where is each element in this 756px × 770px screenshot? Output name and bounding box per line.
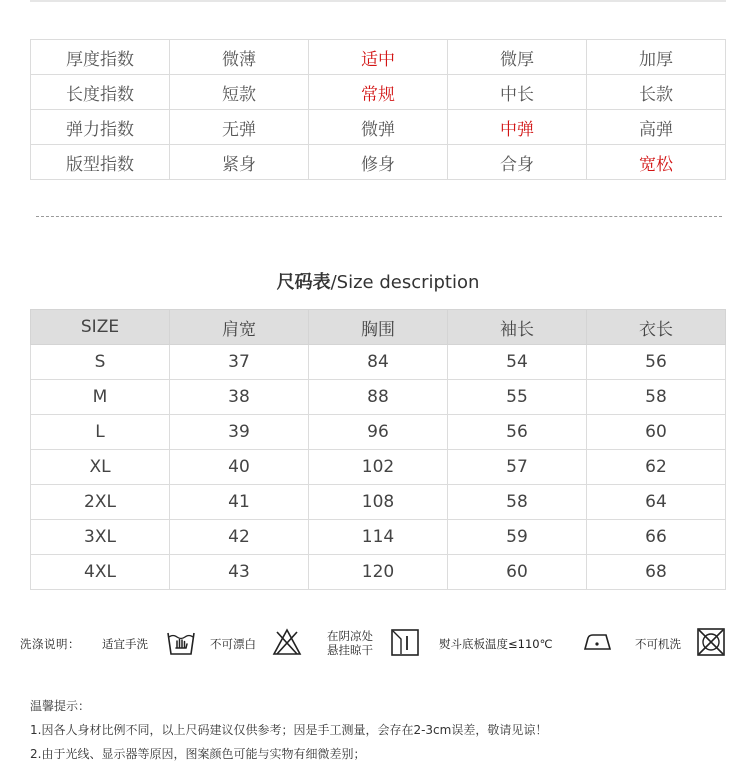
dashed-divider: [36, 216, 722, 217]
size-value-cell: 66: [587, 520, 726, 555]
attribute-option: 微厚: [448, 40, 587, 75]
shade-dry-label-1: 在阴凉处: [327, 629, 373, 643]
size-value-cell: 68: [587, 555, 726, 590]
shade-dry-icon: [390, 627, 420, 657]
attribute-option: 加厚: [587, 40, 726, 75]
size-label-cell: M: [31, 380, 170, 415]
size-row: [31, 485, 726, 520]
attribute-option-selected: 适中: [309, 40, 448, 75]
shade-dry-label-2: 悬挂晾干: [327, 643, 373, 657]
size-value-cell: 64: [587, 485, 726, 520]
attribute-option: 修身: [309, 145, 448, 180]
no-bleach-icon: [272, 627, 302, 657]
size-value-cell: 43: [170, 555, 309, 590]
attribute-option-selected: 常规: [309, 75, 448, 110]
size-value-cell: 42: [170, 520, 309, 555]
size-value-cell: 96: [309, 415, 448, 450]
size-table-header-row: [31, 310, 726, 345]
size-value-cell: 60: [587, 415, 726, 450]
hand-wash-label: 适宜手洗: [102, 637, 148, 651]
size-chart-table: [30, 309, 726, 590]
note-line-2: 2.由于光线、显示器等原因，图案颜色可能与实物有细微差别；: [30, 747, 366, 761]
size-label-cell: S: [31, 345, 170, 380]
size-column-header: 袖长: [448, 310, 587, 345]
size-value-cell: 55: [448, 380, 587, 415]
size-value-cell: 84: [309, 345, 448, 380]
size-label-cell: 3XL: [31, 520, 170, 555]
size-value-cell: 54: [448, 345, 587, 380]
no-machine-wash-label: 不可机洗: [635, 637, 681, 651]
size-value-cell: 57: [448, 450, 587, 485]
size-value-cell: 41: [170, 485, 309, 520]
size-value-cell: 56: [587, 345, 726, 380]
size-column-header: SIZE: [31, 310, 170, 345]
no-machine-wash-icon: [696, 627, 726, 657]
attribute-row: [31, 145, 726, 180]
attribute-row: [31, 75, 726, 110]
size-label-cell: XL: [31, 450, 170, 485]
size-value-cell: 108: [309, 485, 448, 520]
fabric-attribute-table: [30, 39, 726, 180]
size-value-cell: 58: [448, 485, 587, 520]
size-label-cell: 4XL: [31, 555, 170, 590]
attribute-option: 短款: [170, 75, 309, 110]
size-value-cell: 102: [309, 450, 448, 485]
size-column-header: 衣长: [587, 310, 726, 345]
attribute-option: 紧身: [170, 145, 309, 180]
attribute-option-selected: 中弹: [448, 110, 587, 145]
size-title-en: /Size description: [330, 272, 480, 293]
size-row: [31, 380, 726, 415]
size-value-cell: 62: [587, 450, 726, 485]
attribute-option: 长款: [587, 75, 726, 110]
attribute-option-selected: 宽松: [587, 145, 726, 180]
iron-label: 熨斗底板温度≤110℃: [439, 637, 553, 651]
attribute-name: 长度指数: [31, 75, 170, 110]
size-table-title: [0, 268, 756, 294]
size-value-cell: 39: [170, 415, 309, 450]
size-label-cell: 2XL: [31, 485, 170, 520]
size-value-cell: 120: [309, 555, 448, 590]
care-label: 洗涤说明：: [20, 637, 80, 651]
size-title-cn: 尺码表: [276, 272, 331, 293]
hand-wash-icon: [166, 627, 196, 657]
size-row: [31, 450, 726, 485]
size-row: [31, 555, 726, 590]
attribute-option: 中长: [448, 75, 587, 110]
size-value-cell: 37: [170, 345, 309, 380]
no-bleach-label: 不可漂白: [210, 637, 256, 651]
size-value-cell: 38: [170, 380, 309, 415]
care-instructions: [0, 622, 756, 666]
attribute-name: 版型指数: [31, 145, 170, 180]
size-row: [31, 415, 726, 450]
size-row: [31, 520, 726, 555]
attribute-name: 厚度指数: [31, 40, 170, 75]
size-column-header: 胸围: [309, 310, 448, 345]
attribute-option: 高弹: [587, 110, 726, 145]
top-divider-line: [30, 0, 726, 2]
attribute-option: 合身: [448, 145, 587, 180]
size-value-cell: 114: [309, 520, 448, 555]
attribute-row: [31, 110, 726, 145]
size-column-header: 肩宽: [170, 310, 309, 345]
size-value-cell: 59: [448, 520, 587, 555]
iron-icon: [582, 627, 612, 657]
size-value-cell: 88: [309, 380, 448, 415]
note-line-1: 1.因各人身材比例不同，以上尺码建议仅供参考；因是手工测量，会存在2-3cm误差，敬请见谅！: [30, 723, 548, 737]
notes-title: 温馨提示：: [30, 699, 91, 713]
size-value-cell: 60: [448, 555, 587, 590]
size-row: [31, 345, 726, 380]
attribute-name: 弹力指数: [31, 110, 170, 145]
attribute-option: 无弹: [170, 110, 309, 145]
notes-section: [30, 694, 547, 766]
size-value-cell: 56: [448, 415, 587, 450]
size-value-cell: 40: [170, 450, 309, 485]
size-value-cell: 58: [587, 380, 726, 415]
size-label-cell: L: [31, 415, 170, 450]
attribute-row: [31, 40, 726, 75]
attribute-option: 微弹: [309, 110, 448, 145]
attribute-option: 微薄: [170, 40, 309, 75]
